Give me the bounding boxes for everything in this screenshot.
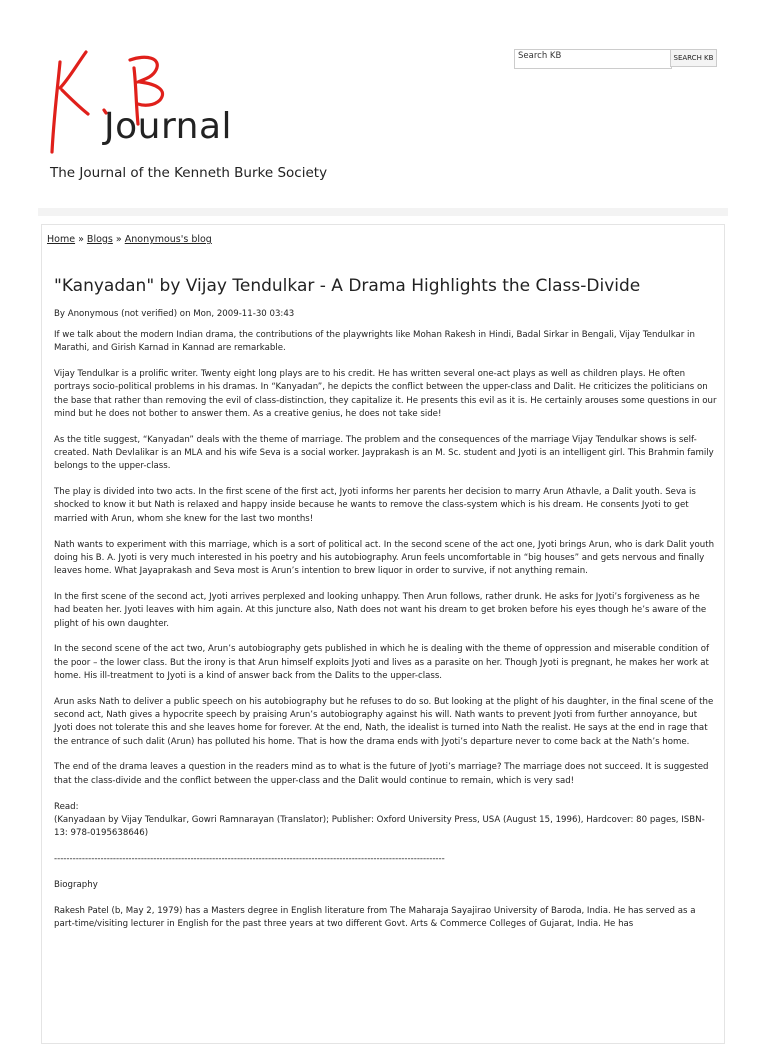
header-separator-band (38, 208, 728, 216)
biography-paragraph: Rakesh Patel (b, May 2, 1979) has a Masters degree in English literature from The Maharaja Sayajirao University of Baroda, India. He has served as a part-time/visiting lecturer in English for the past three years at two different Govt. Arts & Commerce Colleges of Gujarat, India. He has (54, 905, 696, 929)
biography-heading: Biography (54, 879, 98, 890)
search-button[interactable]: SEARCH KB (670, 49, 717, 67)
search-input[interactable]: Search KB (514, 49, 672, 69)
site-header (0, 0, 768, 200)
article-paragraph: Nath wants to experiment with this marriage, which is a sort of political act. In the second scene of the act one, Jyoti brings Arun, who is dark Dalit youth doing his B. A. Jyoti is very much interested in his poetry and his autobiography. Arun feels uncomfortable in “big houses” and gets nervous and finally leaves home. What Jayaprakash and Seva most is Arun’s intention to brew liquor in order to survive, if not anything remain. (54, 539, 715, 577)
breadcrumb-separator: » (75, 234, 87, 245)
article-paragraph: As the title suggest, “Kanyadan” deals with the theme of marriage. The problem and the consequences of the marriage Vijay Tendulkar shows is self-created. Nath Devlalikar is an MLA and his wife Seva is a social worker. Jayprakash is an M. Sc. student and Jyoti is an intelligent girl. This Brahmin family belongs to the upper-class. (54, 434, 714, 472)
breadcrumb-home-link[interactable]: Home (47, 234, 76, 245)
breadcrumb (47, 234, 212, 245)
article-paragraph: In the first scene of the second act, Jyoti arrives perplexed and looking unhappy. Then Arun follows, rather drunk. He asks for Jyoti’s forgiveness as he had beaten her. Jyoti leaves with him again. At this juncture also, Nath does not want his dream to get broken before his eyes though he’s aware of the plight of his own daughter. (54, 591, 707, 629)
article-body (54, 329, 718, 944)
breadcrumb-separator: » (112, 234, 125, 245)
article-paragraph: The play is divided into two acts. In the first scene of the first act, Jyoti informs her parents her decision to marry Arun Athavle, a Dalit youth. Seva is shocked to know it but Nath is relaxed and happy inside because he wants to remove the class-system which is his dream. He consents Jyoti to get married with Arun, whom she knew for the last two months! (54, 487, 696, 524)
article-paragraph: Arun asks Nath to deliver a public speech on his autobiography but he refuses to do so. But looking at the plight of his daughter, in the final scene of the second act, Nath gives a hypocrite speech by praising Arun’s autobiography against his will. Nath wants to prevent Jyoti from further annoyance, but Jyoti does not tolerate this and she leaves home for forever. At the end, Nath, the idealist is turned into Nath the realist. He says at the end in rage that the entrance of such dalit (Arun) has polluted his home. That is how the drama ends with Jyoti’s departure never to come back at the Nath’s home. (54, 696, 714, 747)
article-paragraph: In the second scene of the act two, Arun’s autobiography gets published in which he is dealing with the theme of oppression and miserable condition of the poor – the lower class. But the irony is that Arun himself exploits Jyoti and lives as a parasite on her. Though Jyoti is pregnant, he makes her work at home. His ill-treatment to Jyoti is a kind of answer back from the Dalits to the upper-class. (54, 644, 709, 681)
article-paragraph: If we talk about the modern Indian drama, the contributions of the playwrights like Mohan Rakesh in Hindi, Badal Sirkar in Bengali, Vijay Tendulkar in Marathi, and Girish Karnad in Kannad are remarkable. (54, 330, 695, 354)
site-slogan: The Journal of the Kenneth Burke Society (50, 165, 328, 181)
dashed-divider: ------------------------------------------------------------------------------------------------------------------------------ (54, 853, 445, 864)
logo-journal-text: Journal (104, 106, 233, 147)
page-title: "Kanyadan" by Vijay Tendulkar - A Drama Highlights the Class-Divide (54, 276, 641, 296)
article-paragraph: The end of the drama leaves a question in the readers mind as to what is the future of Jyoti’s marriage? The marriage does not succeed. It is suggested that the class-divide and the conflict between the upper-class and the Dalit would continue to remain, which is very sad! (54, 762, 709, 786)
submitted-byline: By Anonymous (not verified) on Mon, 2009-11-30 03:43 (54, 309, 295, 319)
breadcrumb-blog-link[interactable]: Anonymous's blog (124, 234, 212, 245)
article-paragraph: Vijay Tendulkar is a prolific writer. Twenty eight long plays are to his credit. He has written several one-act plays as well as children plays. He often portrays socio-political problems in his dramas. In “Kanyadan”, he depicts the conflict between the upper-class and Dalit. He criticizes the politicians on the base that rather than removing the evil of class-distinction, they capitalize it. He presents this evil as it is. He certainly arouses some questions in our mind but he does not bother to answer them. As a creative genius, he does not take side! (54, 369, 717, 419)
breadcrumb-blogs-link[interactable]: Blogs (86, 234, 113, 245)
reference-paragraph: Read: (Kanyadaan by Vijay Tendulkar, Gowri Ramnarayan (Translator); Publisher: Oxford University Press, USA (August 15, 1996), Hardcover: 80 pages, ISBN-13: 978-0195638646) (54, 801, 705, 839)
